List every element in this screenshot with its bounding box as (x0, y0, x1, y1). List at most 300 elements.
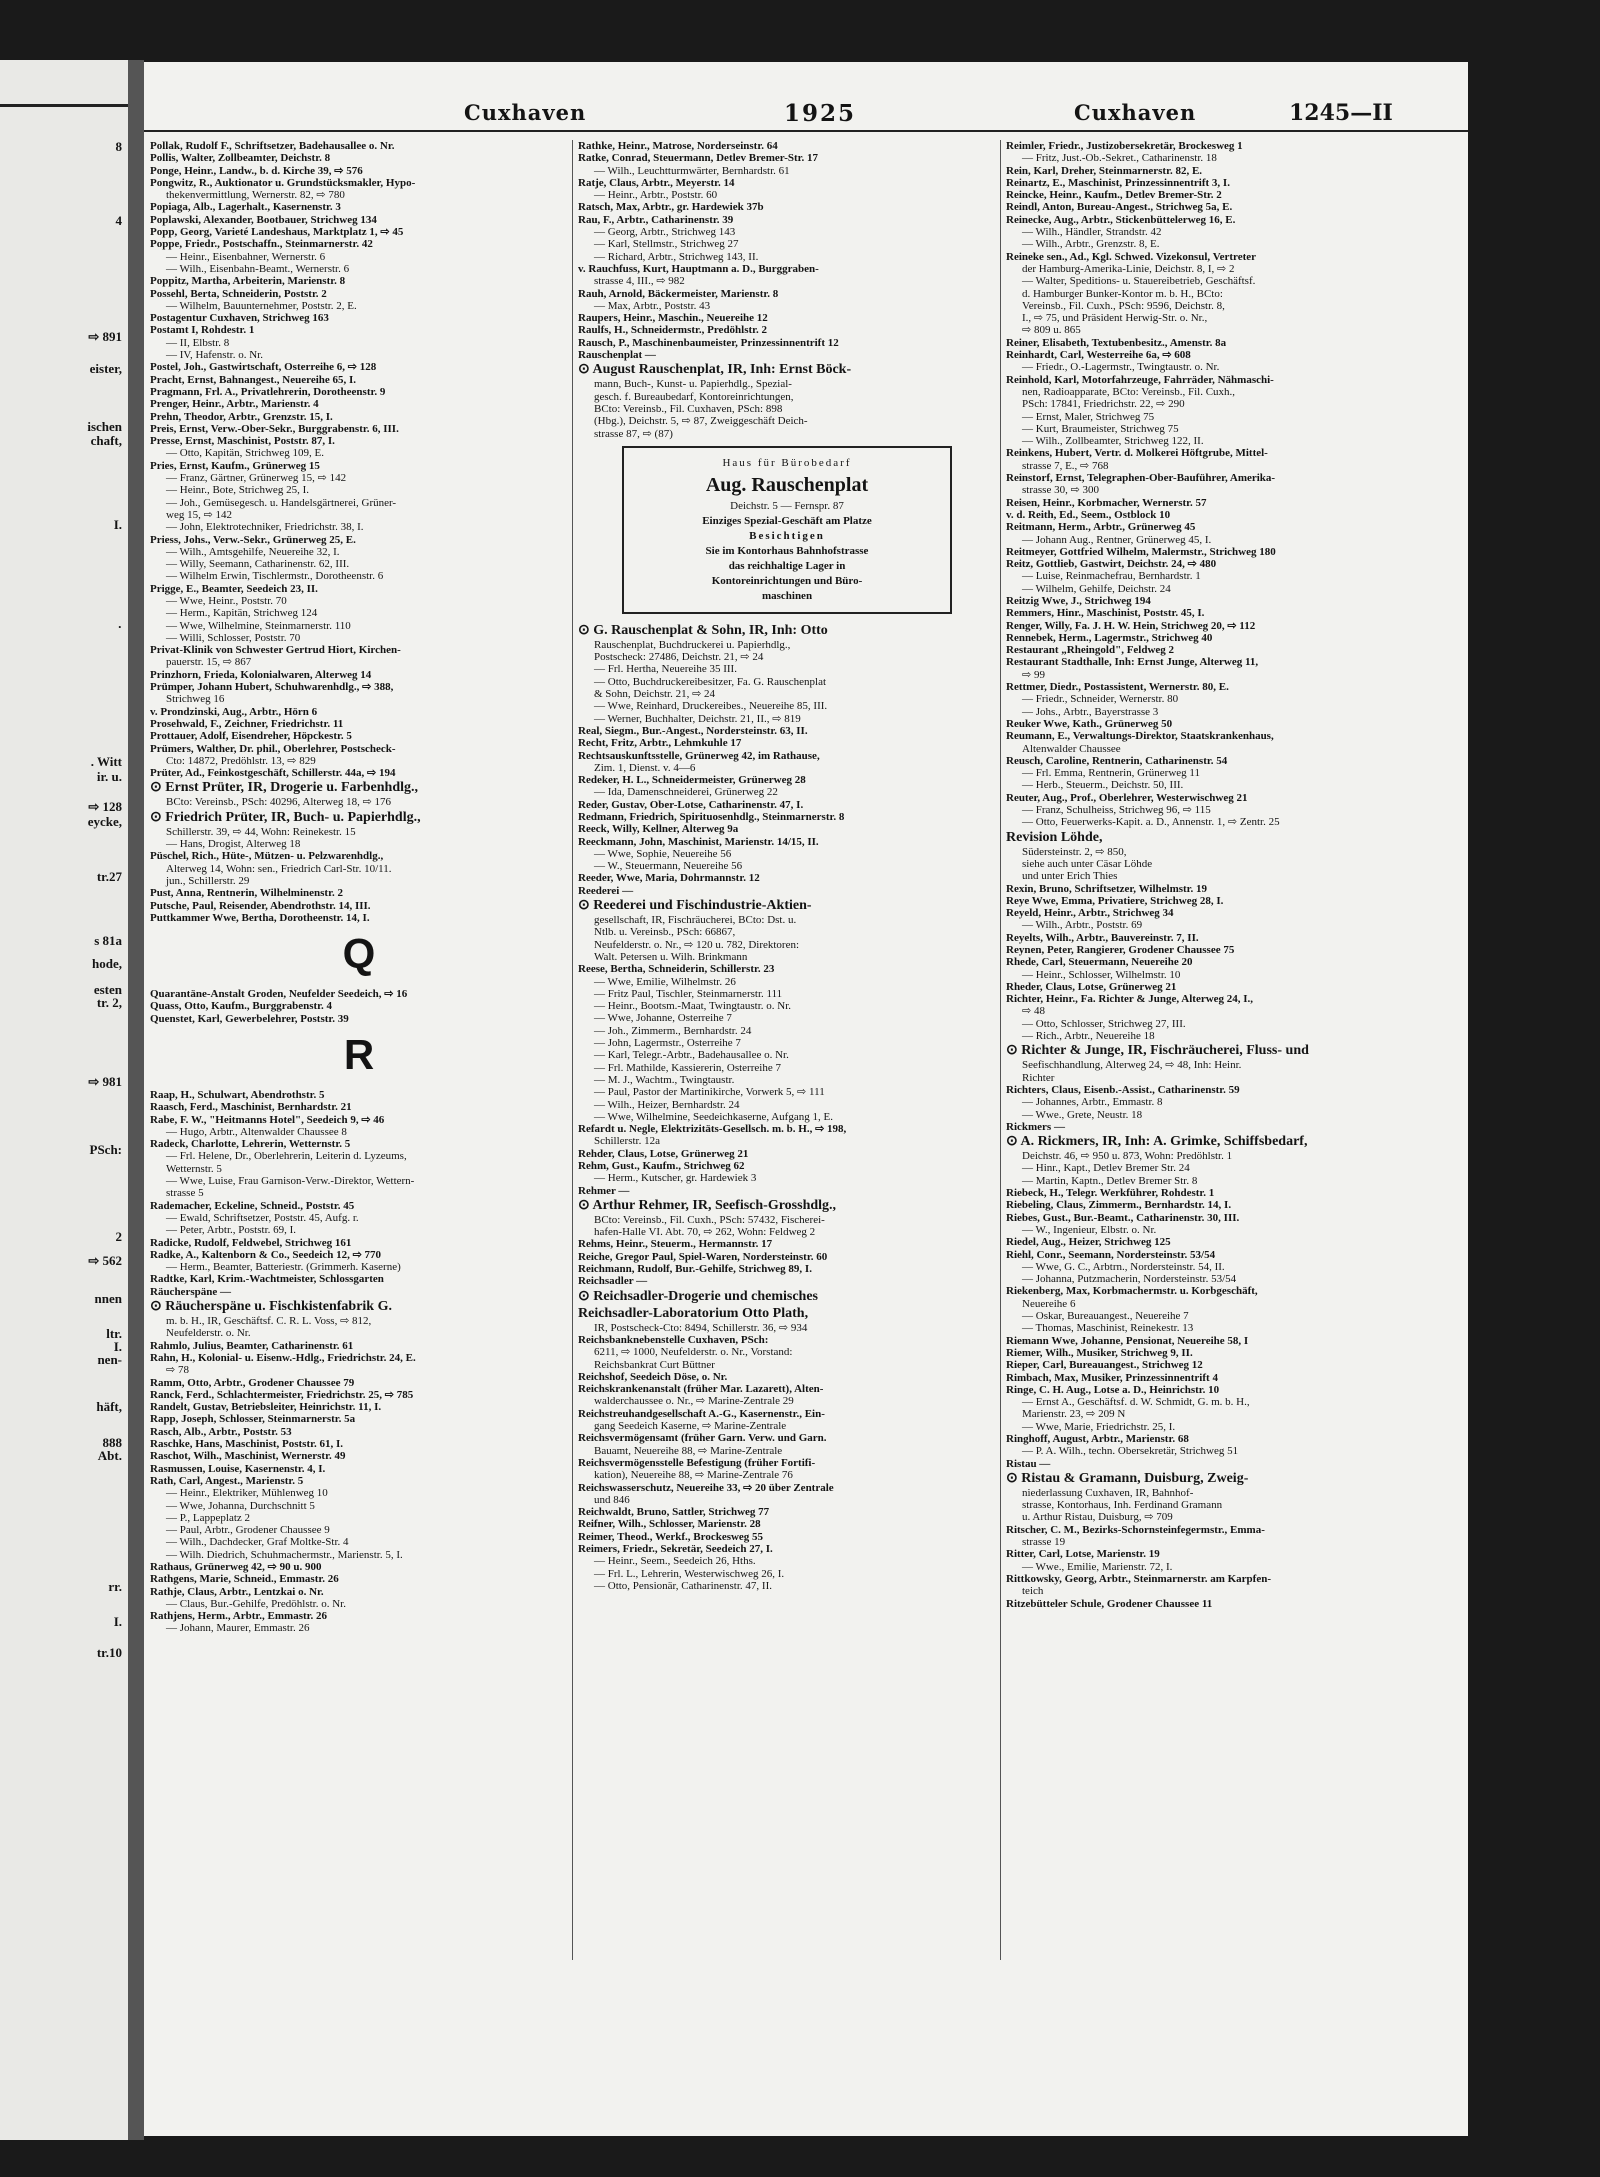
directory-entry-line: ⊙ Reederei und Fischindustrie-Aktien- (578, 898, 812, 914)
directory-entry-line: Rechtsauskunftsstelle, Grünerweg 42, im Rathause, (578, 749, 820, 762)
directory-entry-line: Rathjens, Herm., Arbtr., Emmastr. 26 (150, 1610, 328, 1623)
directory-entry-line: ⊙ August Rauschenplat, IR, Inh: Ernst Böck- (578, 362, 852, 378)
directory-entry-line: — Wilh., Eisenbahn-Beamt., Wernerstr. 6 (166, 262, 350, 275)
directory-entry-line: Reichskrankenanstalt (früher Mar. Lazarett), Alten- (578, 1383, 824, 1396)
directory-entry-line: — Wilh., Zollbeamter, Strichweg 122, II. (1022, 435, 1204, 448)
directory-entry-line: Rimbach, Max, Musiker, Prinzessinnentrift 4 (1006, 1371, 1218, 1384)
facing-page-fragment: · (117, 619, 122, 634)
directory-entry-line: Reeder, Wwe, Maria, Dohrmannstr. 12 (578, 872, 760, 885)
directory-entry-line: Postamt I, Rohdestr. 1 (150, 324, 255, 337)
column-divider (1000, 140, 1001, 1960)
directory-entry-line: Prümers, Walther, Dr. phil., Oberlehrer, Postscheck- (150, 742, 396, 755)
directory-entry-line: — John, Elektrotechniker, Friedrichstr. 38, I. (166, 521, 364, 534)
directory-entry-line: Reeckmann, John, Maschinist, Marienstr. 14/15, II. (578, 835, 819, 848)
directory-entry-line: — Joh., Zimmerm., Bernhardstr. 24 (594, 1024, 752, 1037)
directory-entry-line: ⊙ G. Rauschenplat & Sohn, IR, Inh: Otto (578, 622, 828, 638)
directory-entry-line: — John, Lagermstr., Osterreihe 7 (594, 1037, 741, 1050)
directory-entry-line: — Max, Arbtr., Poststr. 43 (594, 299, 711, 312)
directory-entry-line: Reeck, Willy, Kellner, Alterweg 9a (578, 823, 739, 836)
directory-entry-line: — W., Ingenieur, Elbstr. o. Nr. (1022, 1223, 1157, 1236)
directory-entry-line: — Herm., Beamter, Batteriestr. (Grimmerh. Kaserne) (166, 1261, 401, 1274)
directory-entry-line: — Joh., Gemüsegesch. u. Handelsgärtnerei, Grüner- (166, 496, 397, 509)
directory-entry-line: — Willy, Seemann, Catharinenstr. 62, III. (166, 558, 350, 571)
directory-entry-line: Reinhardt, Carl, Westerreihe 6a, ⇨ 608 (1006, 349, 1191, 362)
directory-entry-line: Schillerstr. 39, ⇨ 44, Wohn: Reinekestr. 15 (166, 825, 356, 838)
directory-entry-line: ⊙ A. Rickmers, IR, Inh: A. Grimke, Schiffsbedarf, (1006, 1134, 1308, 1150)
directory-entry-line: strasse 30, ⇨ 300 (1022, 484, 1100, 497)
header-year: 1925 (784, 100, 857, 127)
facing-page-fragment: 888 (102, 1435, 122, 1450)
directory-entry-line: — Wwe, Sophie, Neuereihe 56 (594, 847, 732, 860)
directory-entry-line: Reisen, Heinr., Korbmacher, Wernerstr. 57 (1006, 496, 1207, 509)
directory-entry-line: Pollak, Rudolf F., Schriftsetzer, Badehausallee o. Nr. (150, 140, 395, 152)
directory-entry-line: — Rich., Arbtr., Neuereihe 18 (1022, 1030, 1155, 1043)
facing-page-fragment: tr.27 (96, 869, 122, 884)
directory-entry-line: — Wilh., Heizer, Bernhardstr. 24 (594, 1098, 740, 1111)
directory-entry-line: Neufelderstr. o. Nr. (166, 1327, 251, 1340)
directory-entry-line: — Wwe, Heinr., Poststr. 70 (166, 594, 287, 607)
facing-page-fragment: I. (113, 517, 122, 532)
directory-entry-line: Rauschenplat — (578, 349, 656, 362)
directory-entry-line: Rahmlo, Julius, Beamter, Catharinenstr. 61 (150, 1339, 354, 1352)
directory-entry-line: Riebes, Gust., Bur.-Beamt., Catharinenstr. 30, III. (1006, 1211, 1240, 1224)
directory-entry-line: Pongwitz, R., Auktionator u. Grundstücksmakler, Hypo- (150, 176, 416, 189)
directory-entry-line: und unter Erich Thies (1022, 870, 1118, 883)
directory-entry-line: Remmers, Hinr., Maschinist, Poststr. 45, I. (1006, 607, 1205, 620)
directory-entry-line: — Otto, Buchdruckereibesitzer, Fa. G. Rauschenplat (594, 675, 827, 688)
directory-entry-line: Reumann, E., Verwaltungs-Direktor, Staatskrankenhaus, (1006, 730, 1274, 743)
directory-entry-line: Pracht, Ernst, Bahnangest., Neuereihe 65, I. (150, 373, 357, 386)
directory-entry-line: v. d. Reith, Ed., Seem., Ostblock 10 (1006, 508, 1171, 521)
column-divider (572, 140, 573, 1960)
ad-line: Sie im Kontorhaus Bahnhofstrasse (705, 544, 869, 557)
directory-entry-line: — Wwe., Grete, Neustr. 18 (1022, 1108, 1143, 1121)
directory-entry-line: Reineke sen., Ad., Kgl. Schwed. Vizekonsul, Vertreter (1006, 250, 1257, 263)
directory-entry-line: Popp, Georg, Varieté Landeshaus, Marktplatz 1, ⇨ 45 (150, 226, 404, 239)
directory-entry-line: ⊙ Räucherspäne u. Fischkistenfabrik G. (150, 1299, 392, 1315)
facing-page-fragment: esten (93, 982, 122, 997)
directory-entry-line: Reichsadler-Laboratorium Otto Plath, (578, 1305, 809, 1321)
directory-entry-line: Raschke, Hans, Maschinist, Poststr. 61, I. (150, 1438, 344, 1451)
directory-entry-line: — Ida, Damenschneiderei, Grünerweg 22 (594, 786, 778, 799)
facing-page-fragment: ⇨ 562 (88, 1253, 122, 1268)
directory-entry-line: — Wwe, Marie, Friedrichstr. 25, I. (1022, 1420, 1176, 1433)
directory-entry-line: Refardt u. Negle, Elektrizitäts-Gesellsch. m. b. H., ⇨ 198, (578, 1123, 847, 1136)
directory-entry-line: hafen-Halle VI. Abt. 70, ⇨ 262, Wohn: Feldweg 2 (594, 1226, 816, 1239)
directory-entry-line: Poplawski, Alexander, Bootbauer, Strichweg 134 (150, 213, 377, 226)
directory-entry-line: Rath, Carl, Angest., Marienstr. 5 (150, 1474, 304, 1487)
directory-entry-line: — Hinr., Kapt., Detlev Bremer Str. 24 (1022, 1162, 1190, 1175)
facing-page-fragment: ⇨ 128 (88, 799, 122, 814)
directory-entry-line: v. Prondzinski, Aug., Arbtr., Hörn 6 (150, 705, 318, 718)
directory-entry-line: — P. A. Wilh., techn. Obersekretär, Strichweg 51 (1022, 1445, 1239, 1458)
directory-entry-line: — P., Lappeplatz 2 (166, 1511, 251, 1524)
directory-entry-line: Reichsbanknebenstelle Cuxhaven, PSch: (578, 1333, 769, 1346)
facing-page-fragment: 8 (115, 139, 122, 154)
directory-entry-line: Rathaus, Grünerweg 42, ⇨ 90 u. 900 (150, 1560, 322, 1573)
directory-entry-line: — Thomas, Maschinist, Reinekestr. 13 (1022, 1322, 1194, 1335)
directory-entry-line: Presse, Ernst, Maschinist, Poststr. 87, I. (150, 435, 335, 448)
directory-entry-line: — Hugo, Arbtr., Altenwalder Chaussee 8 (166, 1125, 347, 1138)
facing-page-fragment: häft, (96, 1399, 122, 1414)
directory-entry-line: — Paul, Arbtr., Grodener Chaussee 9 (166, 1524, 330, 1537)
ad-tagline: Haus für Bürobedarf (722, 456, 852, 469)
directory-entry-line: Poppe, Friedr., Postschaffn., Steinmarnerstr. 42 (150, 238, 373, 251)
directory-entry-line: Cto: 14872, Predöhlstr. 13, ⇨ 829 (166, 754, 316, 767)
directory-entry-line: Rehm, Gust., Kaufm., Strichweg 62 (578, 1160, 745, 1172)
directory-entry-line: Ratje, Claus, Arbtr., Meyerstr. 14 (578, 176, 735, 189)
directory-entry-line: Postscheck: 27486, Deichstr. 21, ⇨ 24 (594, 651, 764, 664)
directory-entry-line: weg 15, ⇨ 142 (166, 508, 233, 521)
directory-entry-line: Prüter, Ad., Feinkostgeschäft, Schillerstr. 44a, ⇨ 194 (150, 767, 396, 780)
directory-entry-line: Prinzhorn, Frieda, Kolonialwaren, Alterweg 14 (150, 668, 372, 681)
directory-entry-line: Reincke, Heinr., Kaufm., Detlev Bremer-Str. 2 (1006, 189, 1222, 202)
directory-entry-line: — Martin, Kaptn., Detlev Bremer Str. 8 (1022, 1174, 1198, 1187)
directory-entry-line: Bauamt, Neuereihe 88, ⇨ Marine-Zentrale (594, 1444, 783, 1457)
directory-entry-line: ⊙ Richter & Junge, IR, Fischräucherei, Fluss- und (1006, 1043, 1309, 1059)
directory-entry-line: Prehn, Theodor, Arbtr., Grenzstr. 15, I. (150, 410, 333, 423)
directory-entry-line: ⊙ Arthur Rehmer, IR, Seefisch-Grosshdlg., (578, 1197, 837, 1213)
directory-entry-line: Rasch, Alb., Arbtr., Poststr. 53 (150, 1425, 292, 1438)
directory-entry-line: Rieper, Carl, Bureauangest., Strichweg 12 (1006, 1359, 1203, 1372)
directory-entry-line: Reese, Bertha, Schneiderin, Schillerstr. 23 (578, 963, 775, 976)
directory-entry-line: — Otto, Pensionär, Catharinenstr. 47, II. (594, 1579, 772, 1592)
directory-entry-line: BCto: Vereinsb., PSch: 40296, Alterweg 18, ⇨ 176 (166, 796, 392, 809)
directory-entry-line: gang Seedeich Kaserne, ⇨ Marine-Zentrale (594, 1420, 787, 1433)
directory-entry-line: Privat-Klinik von Schwester Gertrud Hiort, Kirchen- (150, 644, 401, 657)
directory-entry-line: Raulfs, H., Schneidermstr., Predöhlstr. 2 (578, 324, 768, 337)
ad-line: Besichtigen (749, 529, 825, 542)
ad-company-name: Aug. Rauschenplat (705, 473, 869, 496)
directory-entry-line: ⊙ Reichsadler-Drogerie und chemisches (578, 1288, 818, 1304)
directory-entry-line: — Wilh., Arbtr., Grenzstr. 8, E. (1022, 238, 1160, 251)
directory-entry-line: Restaurant „Rheingold", Feldweg 2 (1006, 644, 1175, 657)
directory-page (144, 62, 1468, 2136)
directory-entry-line: Postel, Joh., Gastwirtschaft, Osterreihe 6, ⇨ 128 (150, 361, 377, 374)
directory-entry-line: — Hans, Drogist, Alterweg 18 (166, 838, 301, 851)
directory-entry-line: — Werner, Buchhalter, Deichstr. 21, II., ⇨ 819 (594, 712, 801, 725)
directory-entry-line: — Johanna, Putzmacherin, Nordersteinstr. 53/54 (1022, 1273, 1237, 1286)
directory-entry-line: Raasch, Ferd., Maschinist, Bernhardstr. 21 (150, 1101, 352, 1114)
directory-entry-line: Reichshof, Seedeich Döse, o. Nr. (578, 1370, 728, 1383)
directory-entry-line: Richters, Claus, Eisenb.-Assist., Catharinenstr. 59 (1006, 1083, 1240, 1096)
directory-entry-line: strasse 87, ⇨ (87) (594, 427, 673, 440)
directory-entry-line: — Heinr., Elektriker, Mühlenweg 10 (166, 1487, 328, 1500)
directory-entry-line: strasse, Kontorhaus, Inh. Ferdinand Gramann (1022, 1499, 1223, 1512)
directory-entry-line: Rheder, Claus, Lotse, Grünerweg 21 (1006, 980, 1177, 993)
directory-entry-line: Rausch, P., Maschinenbaumeister, Prinzessinnentrift 12 (578, 336, 839, 349)
directory-entry-line: u. Arthur Ristau, Duisburg, ⇨ 709 (1022, 1511, 1173, 1524)
directory-entry-line: ⊙ Friedrich Prüter, IR, Buch- u. Papierhdlg., (150, 809, 421, 825)
directory-entry-line: — Wwe, Wilhelmine, Steinmarnerstr. 110 (166, 619, 351, 632)
directory-entry-line: — Kurt, Braumeister, Strichweg 75 (1022, 422, 1179, 435)
directory-entry-line: — Heinr., Seem., Seedeich 26, Hths. (594, 1555, 756, 1568)
directory-entry-line: Priess, Johs., Verw.-Sekr., Grünerweg 25, E. (150, 533, 356, 546)
directory-entry-line: — Claus, Bur.-Gehilfe, Predöhlstr. o. Nr. (166, 1597, 346, 1610)
directory-entry-line: Real, Siegm., Bur.-Angest., Nordersteinstr. 63, II. (578, 724, 808, 737)
directory-entry-line: Rau, F., Arbtr., Catharinenstr. 39 (578, 213, 734, 226)
facing-page-rule (0, 104, 128, 107)
directory-entry-line: Reichsvermögensamt (früher Garn. Verw. und Garn. (578, 1432, 827, 1445)
ad-line: Einziges Spezial-Geschäft am Platze (702, 514, 872, 527)
directory-entry-line: — Otto, Kapitän, Strichweg 109, E. (166, 447, 324, 460)
directory-entry-line: — M. J., Wachtm., Twingtaustr. (594, 1073, 735, 1086)
directory-entry-line: — Wwe, Luise, Frau Garnison-Verw.-Direktor, Wettern- (166, 1175, 415, 1188)
directory-entry-line: ⇨ 78 (166, 1364, 189, 1377)
facing-page-fragment: chaft, (90, 433, 122, 448)
directory-entry-line: thekenvermittlung, Wernerstr. 82, ⇨ 780 (166, 189, 345, 202)
directory-entry-line: Rhede, Carl, Steuermann, Neuereihe 20 (1006, 956, 1193, 969)
directory-entry-line: Neufelderstr. o. Nr., ⇨ 120 u. 782, Direktoren: (594, 938, 800, 951)
directory-entry-line: — Otto, Schlosser, Strichweg 27, III. (1022, 1017, 1186, 1030)
directory-entry-line: ⇨ 99 (1022, 668, 1045, 681)
directory-entry-line: — Wilh. Diedrich, Schuhmachermstr., Marienstr. 5, I. (166, 1548, 403, 1561)
directory-entry-line: Pries, Ernst, Kaufm., Grünerweg 15 (150, 459, 320, 472)
directory-entry-line: — Peter, Arbtr., Poststr. 69, I. (166, 1224, 297, 1237)
directory-entry-line: Rauh, Arnold, Bäckermeister, Marienstr. 8 (578, 287, 779, 300)
directory-entry-line: Reichmann, Rudolf, Bur.-Gehilfe, Strichweg 89, I. (578, 1263, 812, 1276)
directory-entry-line: — Wilh., Dachdecker, Graf Moltke-Str. 4 (166, 1536, 349, 1549)
header-city-right: Cuxhaven (1074, 100, 1197, 125)
directory-entry-line: Reiche, Gregor Paul, Spiel-Waren, Nordersteinstr. 60 (578, 1250, 828, 1263)
directory-entry-line: gesch. f. Bureaubedarf, Kontoreinrichtungen, (594, 390, 794, 403)
directory-entry-line: Reichsadler — (578, 1275, 648, 1288)
directory-entry-line: — Friedr., O.-Lagermstr., Twingtaustr. o. Nr. (1022, 361, 1220, 374)
directory-entry-line: Rathgens, Marie, Schneid., Emmastr. 26 (150, 1573, 339, 1586)
facing-page-fragment: nnen (94, 1291, 122, 1306)
directory-entry-line: Rehmer — (578, 1184, 630, 1197)
directory-entry-line: Rathke, Heinr., Matrose, Norderseinstr. 64 (578, 140, 778, 152)
directory-entry-line: Preis, Ernst, Verw.-Ober-Sekr., Burggrabenstr. 6, III. (150, 422, 399, 435)
directory-entry-line: Rennebek, Herm., Lagermstr., Strichweg 40 (1006, 631, 1213, 644)
directory-entry-line: ⇨ 809 u. 865 (1022, 324, 1081, 337)
directory-entry-line: Schillerstr. 12a (594, 1135, 660, 1148)
directory-entry-line: Radke, A., Kaltenborn & Co., Seedeich 12, ⇨ 770 (150, 1248, 382, 1261)
directory-entry-line: kation), Neuereihe 88, ⇨ Marine-Zentrale 76 (594, 1469, 793, 1482)
directory-entry-line: ⇨ 48 (1022, 1005, 1045, 1018)
facing-page-fragment: PSch: (89, 1142, 122, 1157)
directory-entry-line: — Heinr., Bote, Strichweg 25, I. (166, 484, 309, 497)
directory-entry-line: PSch: 17841, Friedrichstr. 22, ⇨ 290 (1022, 398, 1185, 411)
directory-entry-line: Reichswasserschutz, Neuereihe 33, ⇨ 20 über Zentrale (578, 1481, 834, 1494)
directory-entry-line: — Heinr., Schlosser, Wilhelmstr. 10 (1022, 968, 1181, 981)
directory-entry-line: Reitz, Gottlieb, Gastwirt, Deichstr. 24, ⇨ 480 (1006, 558, 1217, 571)
directory-entry-line: Reuter, Aug., Prof., Oberlehrer, Westerwischweg 21 (1006, 791, 1248, 804)
directory-entry-line: — Herb., Steuerm., Deichstr. 50, III. (1022, 779, 1184, 792)
directory-entry-line: Riehl, Conr., Seemann, Nordersteinstr. 53/54 (1006, 1248, 1216, 1261)
directory-entry-line: nen, Radioapparate, BCto: Vereinsb., Fil. Cuxh., (1022, 385, 1236, 398)
directory-entry-line: — Wilhelm, Gehilfe, Deichstr. 24 (1022, 582, 1171, 595)
directory-entry-line: — Johannes, Arbtr., Emmastr. 8 (1022, 1096, 1163, 1109)
directory-entry-line: — Wilh., Arbtr., Poststr. 69 (1022, 919, 1143, 932)
directory-entry-line: Ritzebütteler Schule, Grodener Chaussee 11 (1006, 1597, 1213, 1610)
directory-entry-line: Richter (1022, 1071, 1055, 1084)
directory-entry-line: Reinecke, Aug., Arbtr., Stickenbüttelerweg 16, E. (1006, 213, 1236, 226)
directory-entry-line: — Fritz, Just.-Ob.-Sekret., Catharinenstr. 18 (1022, 152, 1217, 165)
facing-page-fragment: ⇨ 891 (88, 329, 122, 344)
facing-page-fragment: Abt. (97, 1448, 122, 1463)
directory-entry-line: Reinartz, E., Maschinist, Prinzessinnentrift 3, I. (1006, 176, 1230, 189)
directory-entry-line: strasse 7, E., ⇨ 768 (1022, 459, 1109, 472)
directory-entry-line: d. Hamburger Bunker-Kontor m. b. H., BCto: (1022, 287, 1223, 300)
facing-page-fragment: ir. u. (96, 769, 122, 784)
directory-entry-line: mann, Buch-, Kunst- u. Papierhdlg., Spezial- (594, 378, 792, 391)
facing-page-fragment: hode, (92, 956, 122, 971)
directory-entry-line: — Frl. Emma, Rentnerin, Grünerweg 11 (1022, 767, 1200, 780)
directory-entry-line: — Wilh., Leuchtturmwärter, Bernhardstr. 61 (594, 164, 790, 177)
directory-entry-line: Prottauer, Adolf, Eisendreher, Höpckestr. 5 (150, 730, 352, 743)
directory-entry-line: Redeker, H. L., Schneidermeister, Grünerweg 28 (578, 774, 806, 787)
directory-entry-line: — Richard, Arbtr., Strichweg 143, II. (594, 250, 759, 263)
directory-entry-line: Rettmer, Diedr., Postassistent, Wernerstr. 80, E. (1006, 681, 1229, 694)
facing-page-fragment: ischen (87, 419, 122, 434)
directory-entry-line: Pragmann, Frl. A., Privatlehrerin, Dorotheenstr. 9 (150, 385, 386, 398)
directory-entry-line: teich (1022, 1585, 1044, 1598)
directory-entry-line: Prenger, Heinr., Arbtr., Marienstr. 4 (150, 398, 319, 411)
header-page-number: 1245—II (1289, 100, 1393, 126)
directory-entry-line: Rehder, Claus, Lotse, Grünerweg 21 (578, 1147, 749, 1160)
facing-page-fragment: I. (113, 1339, 122, 1354)
facing-page-fragment: ⇨ 981 (88, 1074, 122, 1089)
directory-entry-line: strasse 5 (166, 1187, 204, 1200)
directory-entry-line: Rabe, F. W., "Heitmanns Hotel", Seedeich 9, ⇨ 46 (150, 1113, 385, 1126)
directory-entry-line: Ratke, Conrad, Steuermann, Detlev Bremer-Str. 17 (578, 152, 819, 165)
directory-entry-line: IR, Postscheck-Cto: 8494, Schillerstr. 36, ⇨ 934 (594, 1321, 808, 1334)
directory-entry-line: Seefischhandlung, Alterweg 24, ⇨ 48, Inh: Heinr. (1022, 1059, 1242, 1072)
facing-page-fragment: tr. 2, (96, 995, 122, 1010)
directory-entry-line: Prosehwald, F., Zeichner, Friedrichstr. 11 (150, 717, 344, 730)
directory-entry-line: Püschel, Rich., Hüte-, Mützen- u. Pelzwarenhdlg., (150, 850, 384, 863)
directory-entry-line: Reederei — (578, 884, 634, 897)
directory-entry-line: — Wilh., Händler, Strandstr. 42 (1022, 226, 1162, 239)
directory-entry-line: Reiner, Elisabeth, Textubenbesitz., Amenstr. 8a (1006, 336, 1227, 349)
directory-entry-line: — Georg, Arbtr., Strichweg 143 (594, 226, 736, 239)
directory-entry-line: — W., Steuermann, Neuereihe 56 (594, 860, 743, 873)
directory-entry-line: Rein, Karl, Dreher, Steinmarnerstr. 82, E. (1006, 164, 1203, 177)
directory-entry-line: gesellschaft, IR, Fischräucherei, BCto: Dst. u. (594, 914, 797, 927)
advertisement-box (622, 446, 952, 614)
directory-entry-line: Riekenberg, Max, Korbmachermstr. u. Korbgeschäft, (1006, 1285, 1258, 1298)
directory-entry-line: Reinkens, Hubert, Vertr. d. Molkerei Höftgrube, Mittel- (1006, 447, 1268, 460)
directory-entry-line: Rittkowsky, Georg, Arbtr., Steinmarnerstr. am Karpfen- (1006, 1572, 1271, 1585)
section-letter: Q (342, 930, 376, 978)
directory-entry-line: Altenwalder Chaussee (1022, 742, 1121, 755)
directory-entry-line: BCto: Vereinsb., Fil. Cuxh., PSch: 57432, Fischerei- (594, 1213, 825, 1226)
directory-entry-line: Vereinsb., Fil. Cuxh., PSch: 9596, Deichstr. 8, (1022, 299, 1225, 312)
directory-entry-line: Reichwaldt, Bruno, Sattler, Strichweg 77 (578, 1506, 770, 1519)
directory-entry-line: & Sohn, Deichstr. 21, ⇨ 24 (594, 688, 716, 701)
directory-entry-line: — Herm., Kutscher, gr. Hardewiek 3 (594, 1172, 757, 1185)
directory-entry-line: Prigge, E., Beamter, Seedeich 23, II. (150, 582, 318, 595)
directory-entry-line: — Wilhelm, Bauunternehmer, Poststr. 2, E. (166, 299, 357, 312)
directory-entry-line: — II, Elbstr. 8 (166, 336, 230, 349)
directory-entry-line: und 846 (594, 1493, 630, 1506)
header-city-left: Cuxhaven (464, 100, 587, 125)
directory-entry-line: — Wilhelm Erwin, Tischlermstr., Dorotheenstr. 6 (166, 570, 384, 583)
directory-entry-line: Raap, H., Schulwart, Abendrothstr. 5 (150, 1089, 325, 1101)
directory-entry-line: Radtke, Karl, Krim.-Wachtmeister, Schlossgarten (150, 1273, 384, 1286)
column-right (1006, 140, 1458, 1610)
directory-entry-line: (Hbg.), Deichstr. 5, ⇨ 87, Zweiggeschäft Deich- (594, 415, 808, 428)
directory-entry-line: Ramm, Otto, Arbtr., Grodener Chaussee 79 (150, 1376, 355, 1389)
directory-entry-line: — Ewald, Schriftsetzer, Poststr. 45, Aufg. r. (166, 1211, 359, 1224)
facing-page-fragment: tr.10 (96, 1645, 122, 1660)
directory-entry-line: Neuereihe 6 (1022, 1297, 1076, 1310)
directory-entry-line: Puttkammer Wwe, Bertha, Dorotheenstr. 14, I. (150, 911, 370, 924)
directory-entry-line: — Wwe, Wilhelmine, Seedeichkaserne, Aufgang 1, E. (594, 1110, 833, 1123)
directory-entry-line: — Frl. Hertha, Neuereihe 35 III. (594, 663, 737, 676)
directory-entry-line: Pollis, Walter, Zollbeamter, Deichstr. 8 (150, 152, 331, 165)
directory-entry-line: Riemann Wwe, Johanne, Pensionat, Neuereihe 58, I (1006, 1334, 1249, 1347)
directory-entry-line: Revision Löhde, (1006, 829, 1103, 845)
directory-entry-line: niederlassung Cuxhaven, IR, Bahnhof- (1022, 1486, 1194, 1499)
directory-entry-line: — Frl. Helene, Dr., Oberlehrerin, Leiterin d. Lyzeums, (166, 1150, 407, 1163)
directory-entry-line: Prümper, Johann Hubert, Schuhwarenhdlg., ⇨ 388, (150, 681, 394, 694)
directory-entry-line: Rasmussen, Louise, Kasernenstr. 4, I. (150, 1462, 326, 1475)
directory-entry-line: Recht, Fritz, Arbtr., Lehmkuhle 17 (578, 737, 742, 750)
column-left (150, 140, 568, 1635)
directory-entry-line: Reindl, Anton, Bureau-Angest., Strichweg 5a, E. (1006, 201, 1233, 214)
directory-entry-line: Postagentur Cuxhaven, Strichweg 163 (150, 312, 329, 325)
directory-entry-line: Reitzig Wwe, J., Strichweg 194 (1006, 594, 1151, 607)
directory-entry-line: Reichsbankrat Curt Büttner (594, 1358, 715, 1371)
directory-entry-line: Rahn, H., Kolonial- u. Eisenw.-Hdlg., Friedrichstr. 24, E. (150, 1351, 416, 1364)
directory-entry-line: Putsche, Paul, Reisender, Abendrothstr. 14, III. (150, 899, 371, 912)
directory-entry-line: — Otto, Feuerwerks-Kapit. a. D., Annenstr. 1, ⇨ Zentr. 25 (1022, 816, 1280, 829)
directory-entry-line: Reyeld, Heinr., Arbtr., Strichweg 34 (1006, 907, 1174, 920)
directory-entry-line: Quenstet, Karl, Gewerbelehrer, Poststr. 39 (150, 1012, 349, 1025)
directory-entry-line: — Herm., Kapitän, Strichweg 124 (166, 607, 318, 620)
directory-entry-line: siehe auch unter Cäsar Löhde (1022, 857, 1153, 870)
directory-entry-line: Rapp, Joseph, Schlosser, Steinmarnerstr. 5a (150, 1413, 356, 1426)
facing-page-strip (0, 60, 128, 2140)
directory-entry-line: — Franz, Gärtner, Grünerweg 15, ⇨ 142 (166, 472, 347, 485)
directory-entry-line: Rathje, Claus, Arbtr., Lentzkai o. Nr. (150, 1585, 324, 1598)
directory-entry-line: strasse 19 (1022, 1536, 1066, 1549)
directory-entry-line: — Willi, Schlosser, Poststr. 70 (166, 631, 301, 644)
ad-line: maschinen (761, 589, 813, 602)
directory-entry-line: Radicke, Rudolf, Feldwebel, Strichweg 161 (150, 1236, 352, 1249)
directory-entry-line: — Wwe, Johanna, Durchschnitt 5 (166, 1499, 315, 1512)
page-header (144, 100, 1468, 134)
directory-entry-line: Riemer, Wilh., Musiker, Strichweg 9, II. (1006, 1346, 1193, 1359)
directory-entry-line: Reitmeyer, Gottfried Wilhelm, Malermstr., Strichweg 180 (1006, 545, 1276, 558)
directory-entry-line: Riedel, Aug., Heizer, Strichweg 125 (1006, 1236, 1171, 1249)
directory-entry-line: BCto: Vereinsb., Fil. Cuxhaven, PSch: 898 (594, 402, 783, 415)
book-gutter (128, 60, 144, 2140)
directory-entry-line: Reye Wwe, Emma, Privatiere, Strichweg 28, I. (1006, 894, 1224, 907)
directory-entry-line: Possehl, Berta, Schneiderin, Poststr. 2 (150, 287, 327, 300)
directory-entry-line: — Karl, Telegr.-Arbtr., Badehausallee o. Nr. (594, 1049, 789, 1062)
directory-entry-line: v. Rauchfuss, Kurt, Hauptmann a. D., Burggraben- (578, 262, 819, 275)
directory-entry-line: Reifner, Wilh., Schlosser, Marienstr. 28 (578, 1518, 761, 1531)
directory-entry-line: Ratsch, Max, Arbtr., gr. Hardewiek 37b (578, 201, 764, 214)
directory-entry-line: — Luise, Reinmachefrau, Bernhardstr. 1 (1022, 570, 1201, 583)
directory-entry-line: Reimer, Theod., Werkf., Brockesweg 55 (578, 1530, 764, 1543)
directory-entry-line: — Heinr., Arbtr., Poststr. 60 (594, 189, 718, 202)
directory-entry-line: — Heinr., Eisenbahner, Wernerstr. 6 (166, 250, 326, 263)
ad-line: Kontoreinrichtungen und Büro- (711, 574, 863, 587)
directory-entry-line: — Fritz Paul, Tischler, Steinmarnerstr. 111 (594, 987, 783, 1000)
directory-entry-line: Ristau — (1006, 1457, 1051, 1470)
facing-page-fragment: ltr. (106, 1326, 122, 1341)
directory-entry-line: Reyelts, Wilh., Arbtr., Bauvereinstr. 7, II. (1006, 931, 1199, 944)
directory-entry-line: — Johann, Maurer, Emmastr. 26 (166, 1622, 310, 1635)
facing-page-fragment: I. (113, 1614, 122, 1629)
directory-entry-line: — Wwe, Emilie, Wilhelmstr. 26 (594, 975, 736, 988)
directory-entry-line: Deichstr. 46, ⇨ 950 u. 873, Wohn: Predöhlstr. 1 (1022, 1150, 1233, 1163)
directory-entry-line: Rademacher, Eckeline, Schneid., Poststr. 45 (150, 1199, 355, 1212)
